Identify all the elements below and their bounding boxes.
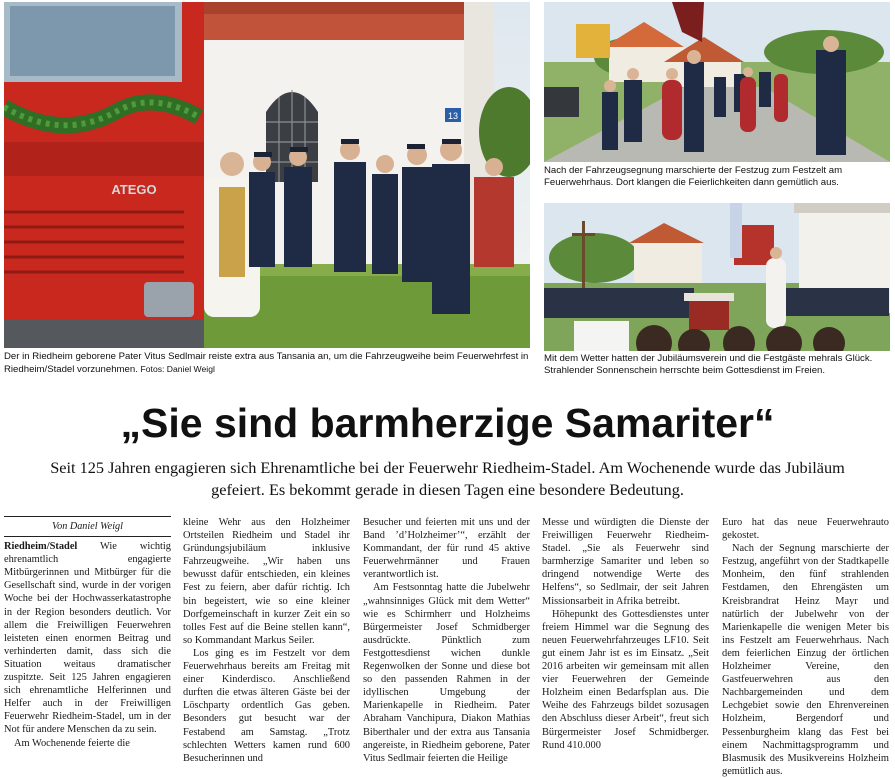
paragraph: Los ging es im Festzelt vor dem Feuerwehrhaus bereits am Freitag mit einer Kinderdisco. Anschließend durften die etwas älteren Gäste bei der Löschparty ordentlich Gas geben. Besonders gut besucht war der Festabend am Samstag. „Trotz schlechten Wetters kamen rund 600 Besucherinnen und [183,647,350,764]
main-photo-caption-text: Der in Riedheim geborene Pater Vitus Sedlmair reiste extra aus Tansania an, um die Fahrzeugweihe beim Feuerwehrfest in Riedheim/Stadel vorzunehmen. [4,351,529,376]
main-photo [4,2,530,348]
paragraph-text: Wie wichtig ehrenamtlich engagierte Mitbürgerinnen und Mitbürger für die Gesellschaft sind, wurde in der vorigen Woche bei der Hochwasserkatastrophe in der Region besonders deutlich. Vor allem die Freiwilligen Feuerwehren leisteten einen enormen Beitrag und verhinderten damit, dass sich die Situation weitaus dramatischer zuspitzte. Seit 125 Jahren engagieren sich ehrenamtliche Helferinnen und Helfer auch in der Freiwilligen Feuerwehr Riedheim-Stadel, um in der Not für andere Menschen da zu sein. [4,541,171,736]
main-photo-illustration [4,2,530,348]
article-subheadline: Seit 125 Jahren engagieren sich Ehrenamtliche bei der Feuerwehr Riedheim-Stadel. Am Wochenende wurde das Jubiläum gefeiert. Es bekommt gerade in diesen Tagen eine besondere Bedeutung. [50,458,845,499]
article-column-5 [722,516,889,778]
parade-photo-caption: Nach der Fahrzeugsegnung marschierte der Festzug zum Festzelt am Feuerwehrhaus. Dort klangen die Feierlichkeiten dann gemütlich aus. [544,165,843,189]
house-number: 13 [447,111,459,121]
paragraph [4,540,171,736]
mass-photo [544,203,890,351]
article-column-1 [4,516,171,750]
byline: Von Daniel Weigl [4,516,171,537]
parade-photo-illustration [544,2,890,162]
article-column-2 [183,516,350,765]
truck-brand-text: ATEGO [111,182,157,197]
paragraph: Am Festsonntag hatte die Jubelwehr „wahnsinniges Glück mit dem Wetter“ wie es Schirmherr und Holzheims Bürgermeister Josef Schmidberger ausdrückte. Pünktlich zum Festgottesdienst wichen dunkle Regenwolken der Sonne und diese bot so den passenden Rahmen in der idyllischen Umgebung der Marienkapelle in Riedheim. Pater Abraham Vanchipura, Diakon Mathias Biberthaler und der extra aus Tansania angereiste, in Riedheim geborene, Pater Vitus Sedlmair feierten die Heilige [363,582,530,764]
article-column-4 [542,516,709,752]
article-column-3 [363,516,530,765]
paragraph: Messe und würdigten die Dienste der Freiwilligen Feuerwehr Riedheim-Stadel. „Sie als Feuerwehr sind barmherzige Samariter und leben so dringend notwendige Werte des Helfens“, so Sedlmair, der seit Jahren Missionsarbeit in Afrika betreibt. [542,517,709,607]
paragraph: Am Wochenende feierte die [14,737,130,749]
paragraph: Euro hat das neue Feuerwehrauto gekostet. [722,517,889,542]
photo-credit: Fotos: Daniel Weigl [140,364,215,375]
paragraph: kleine Wehr aus den Holzheimer Ortsteilen Riedheim und Stadel ihr Gründungsjubiläum inklusive Fahrzeugweihe. „Wir haben uns bewusst dafür entschieden, ein kleines Fest zu feiern, aber dafür richtig. Ich bin begeistert, wie so eine kleiner Dorfgemeinschaft in kurzer Zeit ein so tolles Fest auf die Beine stellen kann“, so Kommandant Markus Seiler. [183,517,350,646]
parade-photo [544,2,890,162]
dateline: Riedheim/Stadel [4,541,78,553]
paragraph: Höhepunkt des Gottesdienstes unter freiem Himmel war die Segnung des neuen Feuerwehrfahrzeuges LF10. Seit gut einem Jahr ist es im Einsatz. „Seit 2016 arbeiten wir gemeinsam mit allen vier Feuerwehren der Gemeinde Holzheim einen Bedarfsplan aus. Die Weihe des Fahrzeugs bildet sozusagen den Abschluss dieser Arbeit“, freut sich Bürgermeister Josef Schmidberger. Rund 410.000 [542,608,709,751]
article-headline: „Sie sind barmherzige Samariter“ [120,400,775,446]
mass-photo-illustration [544,203,890,351]
paragraph: Nach der Segnung marschierte der Festzug, angeführt von der Stadtkapelle Monheim, den fünf strahlenden Festdamen, den Ehrengästen um Kreisbrandrat Heinz Mayr und natürlich der Jubelwehr von der Marienkapelle die wenigen Meter bis ins Festzelt am Feuerwehrhaus. Nach dem feierlichen Einzug der örtlichen Holzheimer Vereine, den Gastfeuerwehren aus den Nachbargemeinden und dem Lechgebiet sowie den Ehrenvereinen Holzheim, Bergendorf und Pessenburgheim klang das Fest bei einem Nachmittagsprogramm und Blasmusik des Musikvereins Holzheim gemütlich aus. [722,543,889,777]
mass-photo-caption: Mit dem Wetter hatten der Jubiläumsverein und die Festgäste mehrals Glück. Strahlender Sonnenschein herrschte beim Gottesdienst im Freien. [544,353,873,377]
paragraph: Besucher und feierten mit uns und der Band ’d’Holzheimer’“, erzählt der Kommandant, der für rund 45 aktive Feuerwehrmänner und Frauen verantwortlich ist. [363,517,530,581]
main-photo-caption [4,351,531,377]
fire-truck [4,2,204,348]
